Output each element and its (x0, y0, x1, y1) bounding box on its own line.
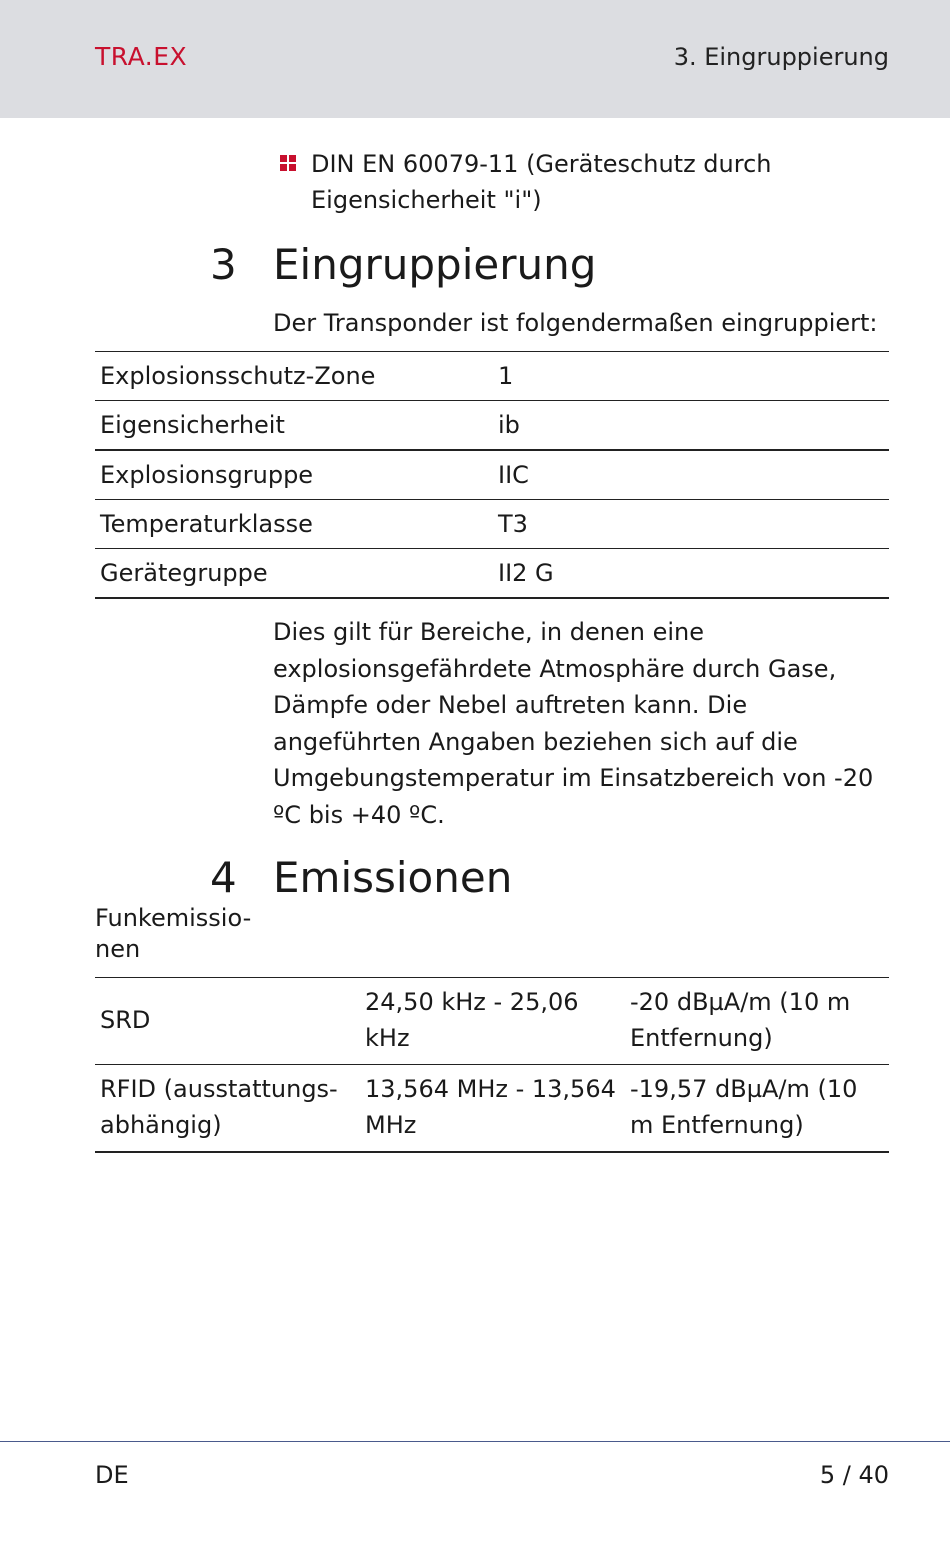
emissions-table (95, 977, 889, 1153)
section-3-title: Eingruppierung (273, 240, 597, 289)
table-row (95, 450, 889, 500)
row-label: Explosionsgruppe (95, 450, 493, 500)
emission-level: -20 dBµA/m (10 m Entfernung) (625, 978, 889, 1065)
row-label: Gerätegruppe (95, 549, 493, 599)
emission-type: RFID (ausstattungs-abhängig) (95, 1065, 360, 1153)
section-3-intro: Der Transponder ist folgendermaßen eingruppiert: (273, 309, 878, 337)
row-value: IIC (493, 450, 889, 500)
table-row (95, 500, 889, 549)
page-number: 5 / 40 (819, 1461, 889, 1489)
classification-table (95, 351, 889, 599)
row-value: T3 (493, 500, 889, 549)
row-label: Temperaturklasse (95, 500, 493, 549)
margin-label: Funkemissio-nen (95, 904, 252, 963)
table-row (95, 401, 889, 451)
running-section-title: 3. Eingruppierung (673, 43, 889, 71)
language-code: DE (95, 1461, 129, 1489)
brand-logo: TRA.EX (95, 42, 188, 71)
row-value: 1 (493, 352, 889, 401)
section-4-title: Emissionen (273, 853, 513, 902)
row-value: II2 G (493, 549, 889, 599)
emission-level: -19,57 dBµA/m (10 m Entfernung) (625, 1065, 889, 1153)
bullet-icon (280, 155, 296, 171)
table-row (95, 978, 889, 1065)
table-row (95, 549, 889, 599)
page-header (0, 0, 950, 118)
table-row (95, 1065, 889, 1153)
section-3-note: Dies gilt für Bereiche, in denen eine explosionsgefährdete Atmosphäre durch Gase, Dämpfe oder Nebel auftreten kann. Die angeführten Angaben beziehen sich auf die Umgebungstemperatur im Einsatzbereich von -20 ºC bis +40 ºC. (273, 618, 874, 829)
footer-divider (0, 1441, 950, 1442)
table-row (95, 352, 889, 401)
section-4-number: 4 (210, 853, 237, 902)
emission-frequency: 24,50 kHz - 25,06 kHz (360, 978, 625, 1065)
section-3-number: 3 (210, 240, 237, 289)
emission-frequency: 13,564 MHz - 13,564 MHz (360, 1065, 625, 1153)
row-value: ib (493, 401, 889, 451)
bullet-item: DIN EN 60079-11 (Geräteschutz durch Eigensicherheit "i") (311, 150, 772, 214)
emission-type: SRD (95, 978, 360, 1065)
row-label: Explosionsschutz-Zone (95, 352, 493, 401)
row-label: Eigensicherheit (95, 401, 493, 451)
